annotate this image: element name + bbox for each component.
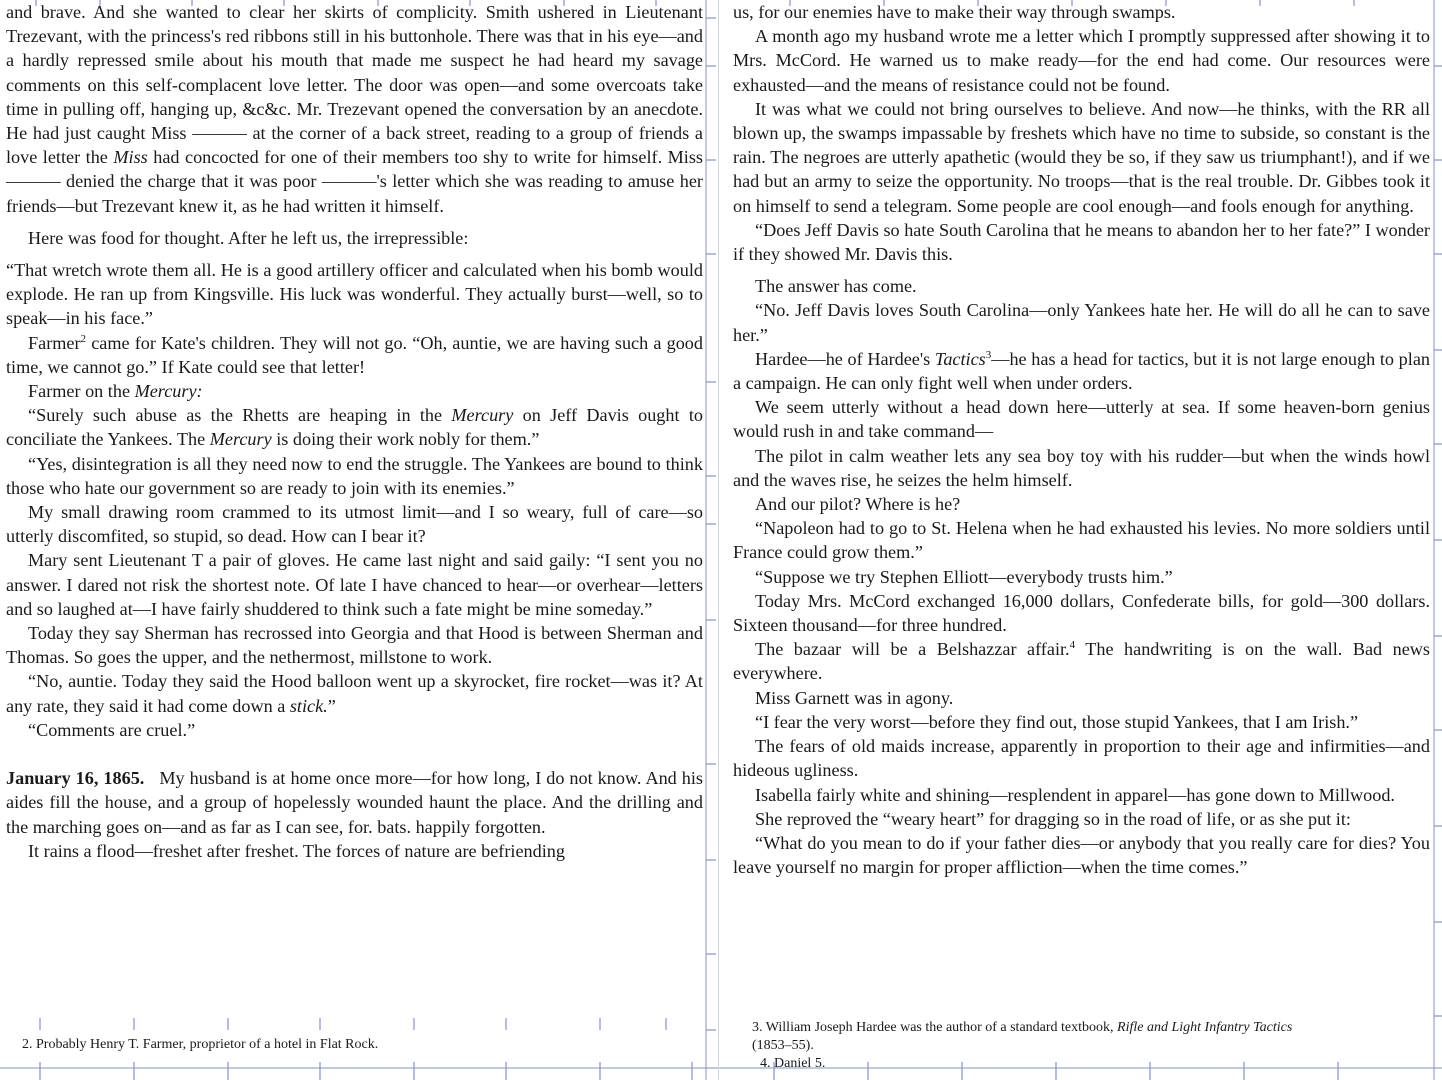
paragraph: “I fear the very worst—before they find out, those stupid Yankees, that I am Irish.” [755, 711, 1359, 732]
diary-entry: January 16, 1865. My husband is at home once more—for how long, I do not know. And his aides fill the house, and a group of hopelessly wounded haunt the place. And the drilling and the marching goes on—and as far as I can see, for. bats. happily forgotten. [6, 768, 703, 837]
paragraph: Farmer on the Mercury: [28, 381, 203, 402]
paragraph: She reproved the “weary heart” for dragging so in the road of life, or as she put it: [755, 808, 1351, 829]
paragraph: The answer has come. [755, 276, 917, 297]
paragraph: And our pilot? Where is he? [755, 494, 961, 515]
paragraph: The pilot in calm weather lets any sea boy toy with his rudder—but when the winds howl and the waves rise, he seizes the helm himself. [733, 445, 1430, 490]
footnote-ref: 3 [985, 348, 992, 361]
footnote-ref: 4 [1069, 639, 1076, 652]
paragraph: Mary sent Lieutenant T a pair of gloves. He came last night and said gaily: “I sent you no answer. I dared not risk the shortest note. Of late I have chanced to hear—or overhear—letters and so laughed at—I have fairly shuddered to think such a fate might be mine someday.” [6, 550, 703, 619]
paragraph: “That wretch wrote them all. He is a good artillery officer and calculated when his bomb would explode. He ran up from Kingsville. His luck was wonderful. They actually burst—well, so to speak—in his face.” [6, 260, 703, 329]
paragraph: It was what we could not bring ourselves to believe. And now—he thinks, with the RR all blown up, the swamps impassable by freshets which have no time to subside, so constant is the rain. The negroes are utterly apathetic (would they be so, if they saw us triumphant!), and if we had but an army to seize the opportunity. No troops—that is the real trouble. Dr. Gibbes took it on himself to send a telegram. Some people are cool enough—and fools enough for anything. [733, 98, 1430, 216]
paragraph: My small drawing room crammed to its utmost limit—and I so weary, full of care—so utterly discomfited, so stupid, so dead. How can I bear it? [6, 502, 703, 547]
paragraph: “Surely such abuse as the Rhetts are heaping in the Mercury on Jeff Davis ought to conciliate the Yankees. The Mercury is doing their work nobly for them.” [6, 405, 703, 450]
footnote-4: 4. Daniel 5. [760, 1056, 826, 1071]
footnotes-right [752, 1019, 1432, 1073]
paragraph: Farmer$^2$ came for Kate's children. They will not go. “Oh, auntie, we are having such a good time, we cannot go.” If Kate could see that letter! [6, 332, 703, 377]
paragraph: us, for our enemies have to make their way through swamps. [733, 2, 1176, 22]
footnote-3-cont: (1853–55). [752, 1038, 814, 1053]
paragraph: The fears of old maids increase, apparently in proportion to their age and infirmities—and hideous ugliness. [733, 736, 1430, 781]
right-text-column [733, 0, 1430, 879]
paragraph: “Does Jeff Davis so hate South Carolina that he means to abandon her to her fate?” I wonder if they showed Mr. Davis this. [733, 219, 1430, 265]
paragraph: Miss Garnett was in agony. [755, 687, 954, 708]
paragraph: Here was food for thought. After he left us, the irrepressible: [28, 227, 469, 248]
paragraph: A month ago my husband wrote me a letter which I promptly suppressed after showing it to Mrs. McCord. He warned us to make ready—for the end had come. Our resources were exhausted—and the means of resistance could not be found. [733, 26, 1430, 95]
paragraph: It rains a flood—freshet after freshet. The forces of nature are befriending [28, 840, 565, 861]
footnote-2: 2. Probably Henry T. Farmer, proprietor of a hotel in Flat Rock. [22, 1037, 379, 1052]
paragraph: “Suppose we try Stephen Elliott—everybody trusts him.” [755, 566, 1173, 587]
paragraph: “Yes, disintegration is all they need now to end the struggle. The Yankees are bound to think those who hate our government so are ready to join with its enemies.” [6, 453, 703, 498]
page-divider [718, 0, 719, 1080]
entry-date: January 16, 1865. [6, 768, 145, 789]
paragraph: Isabella fairly white and shining—resplendent in apparel—has gone down to Millwood. [755, 784, 1395, 805]
paragraph: Today they say Sherman has recrossed into Georgia and that Hood is between Sherman and Thomas. So goes the upper, and the nethermost, millstone to work. [6, 623, 703, 668]
left-text-column [6, 0, 703, 863]
paragraph: “What do you mean to do if your father dies—or anybody that you really care for dies? You leave yourself no margin for proper affliction—when the time comes.” [733, 832, 1430, 878]
paragraph: We seem utterly without a head down here—utterly at sea. If some heaven-born genius would rush in and take command— [733, 397, 1430, 442]
paragraph: “Comments are cruel.” [28, 719, 196, 740]
paragraph: “Napoleon had to go to St. Helena when he had exhausted his levies. No more soldiers until France could grow them.” [733, 518, 1430, 563]
paragraph: and brave. And she wanted to clear her skirts of complicity. Smith ushered in Lieutenant Trezevant, with the princess's red ribbons still in his buttonhole. There was that in his eye—and a hardly repressed smile about his mouth that made me suspect he had heard my savage comments on this self-complacent love letter. The door was open—and some overcoats take time in pulling off, hanging up, &c&c. Mr. Trezevant opened the conversation by an anecdote. He had just caught Miss ——— at the corner of a back street, reading to a group of friends a love letter the Miss had concocted for one of their members too shy to write for himself. Miss ——— denied the charge that it was poor ———'s letter which she was reading to amuse her friends—but Trezevant knew it, as he had written it himself. [6, 2, 703, 216]
footnote-3: 3. William Joseph Hardee was the author of a standard textbook, Rifle and Light Infantry Tactics [752, 1020, 1293, 1035]
paragraph: “No. Jeff Davis loves South Carolina—only Yankees hate her. He will do all he can to save her.” [733, 300, 1430, 345]
paragraph: Today Mrs. McCord exchanged 16,000 dollars, Confederate bills, for gold—300 dollars. Sixteen thousand—for three hundred. [733, 590, 1430, 636]
paragraph: “No, auntie. Today they said the Hood balloon went up a skyrocket, fire rocket—was it? At any rate, they said it had come down a stick.” [6, 671, 703, 716]
footnote-ref: 2 [80, 332, 87, 345]
paragraph: The bazaar will be a Belshazzar affair.$^4$ The handwriting is on the wall. Bad news everywhere. [733, 639, 1430, 684]
paragraph: Hardee—he of Hardee's Tactics$^3$—he has a head for tactics, but it is not large enough to plan a campaign. He can only fight well when under orders. [733, 348, 1430, 394]
